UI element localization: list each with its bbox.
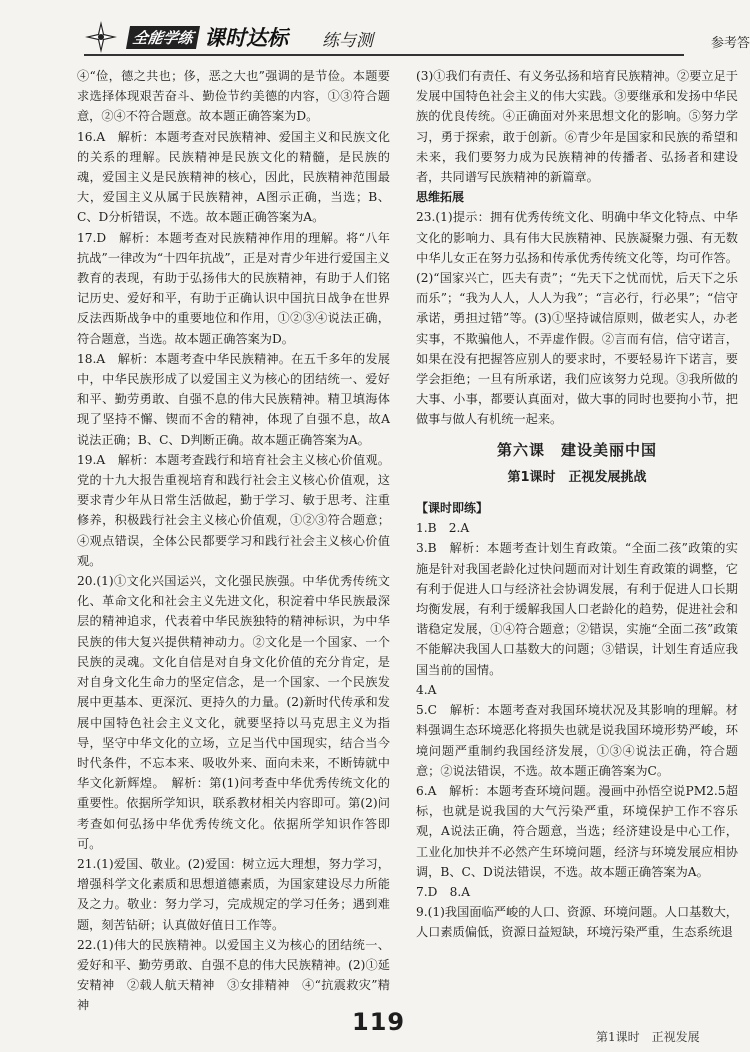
answer-6: 6.A 解析：本题考查环境问题。漫画中孙悟空说PM2.5超标，也就是说我国的大气污染严重，环境保护工作不容乐观，A说法正确，符合题意，当选；经济建设是中心工作，工业化加快并不必然产生环境问题，经济与环境发展应相协调，B、C、D说法错误，不选。故本题正确答案为A。 [416,783,738,879]
page-header [0,0,750,60]
answer-22-continued: (3)①我们有责任、有义务弘扬和培育民族精神。②要立足于发展中国特色社会主义的伟大实践。③要继承和发扬中华民族的优良传统。④正确面对外来思想文化的影响。⑤努力学习，勇于探索，敢于创新。⑥青少年是国家和民族的希望和未来，我们要努力成为民族精神的传播者、弘扬者和建设者，共同谱写民族精神的新篇章。 [416,69,738,185]
answer-22: 22.(1)伟大的民族精神。以爱国主义为核心的团结统一、爱好和平、勤劳勇敢、自强不息的伟大民族精神。(2)①延安精神 ②载人航天精神 ③女排精神 ④“抗震救灾”精神 [77,937,390,1013]
answer-9: 9.(1)我国面临严峻的人口、资源、环境问题。人口基数大，人口素质偏低，资源日益短缺，环境污染严重，生态系统退 [416,905,738,940]
answer-23: 23.(1)提示：拥有优秀传统文化、明确中华文化特点、中华文化的影响力、具有伟大民族精神、民族凝聚力强、有无数中华儿女正在努力弘扬和传承优秀传统文化等，均可作答。(2)“国家兴亡，匹夫有责”；“先天下之忧而忧，后天下之乐而乐”；“我为人人，人人为我”；“言必行，行必果”；“信守承诺，勇担过错”等。(3)①坚持诚信原则，做老实人，办老实事，不欺骗他人，不弄虚作假。②言而有信，信守诺言，如果在没有把握答应别人的要求时，不要轻易许下诺言，要学会拒绝；一旦有所承诺，我们应该努力兑现。③我所做的大事、小事，都要认真面对，做大事的同时也要拘小节，把做事与做人有机统一起来。 [416,210,738,427]
answer-4: 4.A [416,682,437,697]
thinking-section-title: 思维拓展 [416,190,465,205]
answer-18: 18.A 解析：本题考查中华民族精神。在五千多年的发展中，中华民族形成了以爱国主义为核心的团结统一、爱好和平、勤劳勇敢、自强不息的伟大民族精神。精卫填海体现了坚持不懈、锲而不舍的精神，体现了自强不息，故A说法正确；B、C、D判断正确。故本题正确答案为A。 [77,351,390,447]
answer-19: 19.A 解析：本题考查践行和培育社会主义核心价值观。党的十九大报告重视培育和践行社会主义核心价值观，这要求青少年从日常生活做起，勤于学习、敏于思考、注重修养，积极践行社会主义核心价值观，①②③符合题意；④观点错误，全体公民都要学习和践行社会主义核心价值观。 [77,452,390,568]
right-column [416,66,738,943]
brand-subtitle: 练与测 [322,31,373,51]
answer-20: 20.(1)①文化兴国运兴，文化强民族强。中华优秀传统文化、革命文化和社会主义先进文化，积淀着中华民族最深层的精神追求，代表着中华民族独特的精神标识，为中华民族的伟大复兴提供精神动力。②文化是一个国家、一个民族的灵魂。文化自信是对自身文化价值的充分肯定，是对自身文化生命力的坚定信念，是一个国家、一个民族发展中更基本、更深沉、更持久的力量。(2)新时代传承和发展中国特色社会主义文化，就要坚持以马克思主义为指导，坚守中华文化的立场，立足当代中国现实，结合当今时代条件，不忘本来、吸收外来、面向未来，不断铸就中华文化新辉煌。 解析：第(1)问考查中华优秀传统文化的重要性。依据所学知识，联系教材相关内容即可。第(2)问考查如何弘扬中华优秀传统文化。依据所学知识作答即可。 [77,574,390,851]
answer-1-2: 1.B 2.A [416,521,470,536]
header-right-label: 参考答 [710,36,750,51]
period-title: 第1课时 正视发展挑战 [507,469,647,485]
answer-3: 3.B 解析：本题考查计划生育政策。“全面二孩”政策的实施是针对我国老龄化过快问题而对计划生育政策的调整，它有利于促进人口与经济社会协调发展，有利于促进人口长期均衡发展，有利于缓解我国人口老龄化的趋势，促进社会和谐稳定发展，①④符合题意；②错误，实施“全面二孩”政策不能解决我国人口基数大的问题；③错误，计划生育适应我国当前的国情。 [416,541,738,677]
answer-17: 17.D 解析：本题考查对民族精神作用的理解。将“八年抗战”一律改为“十四年抗战”，正是对青少年进行爱国主义教育的表现，有助于弘扬伟大的民族精神，有助于人们铭记历史、爱好和平，有助于正确认识中国抗日战争在世界反法西斯战争中的重要地位和作用，①②③④说法正确，符合题意，当选。故本题正确答案为D。 [77,230,390,346]
header-divider [84,54,684,56]
left-column [77,66,390,1016]
answer-paragraph: ④“俭，德之共也；侈，恶之大也”强调的是节俭。本题要求选择体现艰苦奋斗、勤俭节约美德的内容，①③符合题意，②④不符合题意。故本题正确答案为D。 [77,69,390,124]
answer-16: 16.A 解析：本题考查对民族精神、爱国主义和民族文化的关系的理解。民族精神是民族文化的精髓，是民族的魂，爱国主义是民族精神的核心，因此，民族精神范围最大，爱国主义从属于民族精神，A图示正确，当选；B、C、D分析错误，不选。故本题正确答案为A。 [77,129,390,225]
star-logo-icon [84,20,118,54]
answer-5: 5.C 解析：本题考查对我国环境状况及其影响的理解。材料强调生态环境恶化将损失也就是说我国环境形势严峻，环境问题严重制约我国经济发展，①③④说法正确，符合题意；②说法错误，不选。故本题正确答案为C。 [416,703,738,778]
answer-21: 21.(1)爱国、敬业。(2)爱国：树立远大理想，努力学习，增强科学文化素质和思想道德素质，为国家建设尽力所能及之力。敬业：努力学习，完成规定的学习任务；遇到难题，刻苦钻研；认真做好值日工作等。 [77,856,390,932]
practice-section-title: 【课时即练】 [416,501,489,516]
footer-section-label: 第1课时 正视发展 [596,1030,700,1044]
page-number: 119 [352,1008,406,1036]
lesson-title: 第六课 建设美丽中国 [496,440,657,459]
answer-7-8: 7.D 8.A [416,884,471,899]
brand-title: 课时达标 [204,26,288,50]
brand-primary: 全能学练 [126,26,200,49]
